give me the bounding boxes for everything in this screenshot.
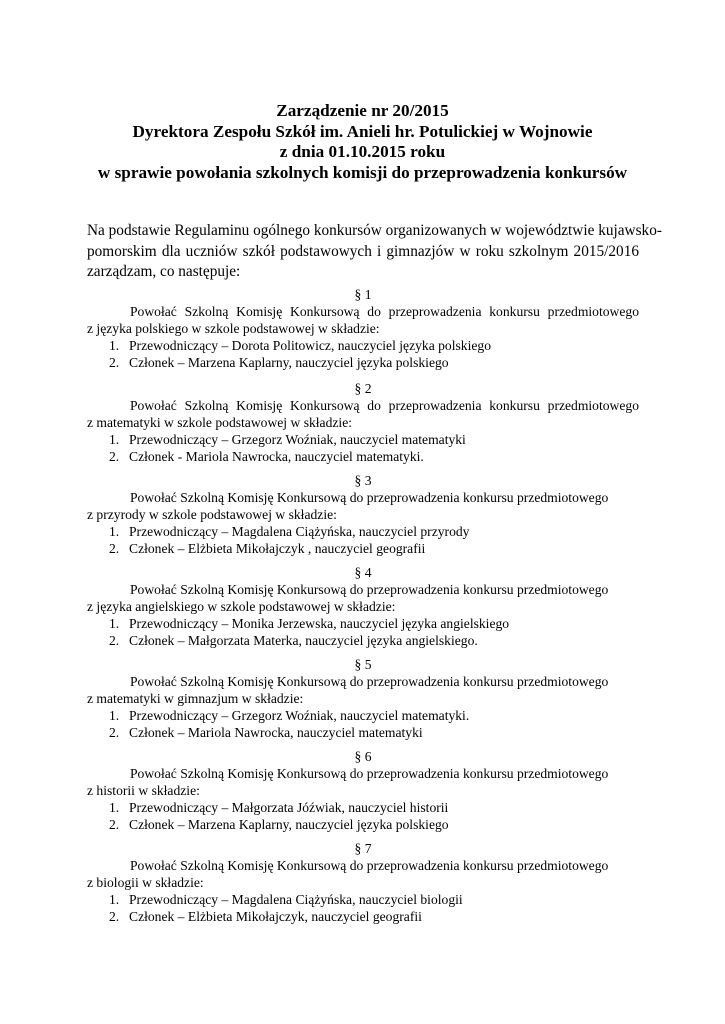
section-mark: § 4 — [354, 565, 372, 580]
section-text-line: z języka angielskiego w szkole podstawowej w składzie: — [87, 599, 396, 614]
member-item: 1. Przewodniczący – Magdalena Ciążyńska, nauczyciel przyrody — [109, 524, 470, 539]
member-item: 1. Przewodniczący – Magdalena Ciążyńska, nauczyciel biologii — [109, 892, 463, 907]
committee-members — [87, 338, 639, 372]
member-item: 1. Przewodniczący – Dorota Politowicz, nauczyciel języka polskiego — [109, 338, 491, 353]
intro-paragraph — [87, 221, 662, 283]
section-6 — [87, 749, 639, 834]
member-item: 2. Członek – Mariola Nawrocka, nauczyciel matematyki — [109, 725, 423, 740]
section-5 — [87, 657, 639, 742]
issuer: Dyrektora Zespołu Szkół im. Anieli hr. Potulickiej w Wojnowie — [132, 121, 593, 141]
section-mark: § 6 — [354, 749, 372, 764]
section-mark: § 2 — [354, 381, 372, 396]
order-number: Zarządzenie nr 20/2015 — [276, 101, 449, 120]
member-item: 2. Członek - Mariola Nawrocka, nauczyciel matematyki. — [109, 449, 424, 464]
member-item: 2. Członek – Marzena Kaplarny, nauczyciel języka polskiego — [109, 355, 449, 370]
section-text-line: z historii w składzie: — [87, 783, 200, 798]
section-text-line: Powołać Szkolną Komisję Konkursową do przeprowadzenia konkursu przedmiotowego — [130, 398, 639, 413]
section-text-line: z biologii w składzie: — [87, 875, 204, 890]
section-mark: § 1 — [354, 287, 372, 302]
section-text-line: Powołać Szkolną Komisję Konkursową do przeprowadzenia konkursu przedmiotowego — [130, 674, 609, 689]
section-text-line: Powołać Szkolną Komisję Konkursową do przeprowadzenia konkursu przedmiotowego — [130, 858, 609, 873]
member-item: 2. Członek – Małgorzata Materka, nauczyciel języka angielskiego. — [109, 633, 478, 648]
member-item: 1. Przewodniczący – Monika Jerzewska, nauczyciel języka angielskiego — [109, 616, 510, 631]
order-subject: w sprawie powołania szkolnych komisji do przeprowadzenia konkursów — [97, 162, 628, 182]
section-text-line: Powołać Szkolną Komisję Konkursową do przeprowadzenia konkursu przedmiotowego — [130, 766, 609, 781]
member-item: 1. Przewodniczący – Małgorzata Jóźwiak, nauczyciel historii — [109, 800, 449, 815]
section-4 — [87, 565, 639, 650]
committee-members — [87, 708, 639, 742]
document-header — [0, 101, 725, 183]
member-item: 2. Członek – Elżbieta Mikołajczyk, nauczyciel geografii — [109, 909, 422, 924]
section-mark: § 5 — [354, 657, 372, 672]
section-text-line: Powołać Szkolną Komisję Konkursową do przeprowadzenia konkursu przedmiotowego — [130, 490, 609, 505]
section-7 — [87, 841, 639, 926]
intro-line: zarządzam, co następuje: — [87, 263, 241, 280]
section-1 — [87, 287, 639, 372]
section-text-line: Powołać Szkolną Komisję Konkursową do przeprowadzenia konkursu przedmiotowego — [130, 582, 609, 597]
section-text-line: z matematyki w szkole podstawowej w składzie: — [87, 415, 353, 430]
order-date: z dnia 01.10.2015 roku — [279, 142, 446, 161]
section-mark: § 7 — [354, 841, 372, 856]
committee-members — [87, 892, 639, 926]
committee-members — [87, 432, 639, 466]
section-text-line: z języka polskiego w szkole podstawowej w składzie: — [87, 321, 380, 336]
section-text-line: Powołać Szkolną Komisję Konkursową do przeprowadzenia konkursu przedmiotowego — [130, 304, 639, 319]
section-text-line: z przyrody w szkole podstawowej w składzie: — [87, 507, 337, 522]
section-2 — [87, 381, 639, 466]
section-mark: § 3 — [354, 473, 372, 488]
intro-line: pomorskim dla uczniów szkół podstawowych i gimnazjów w roku szkolnym 2015/2016 — [87, 242, 639, 260]
section-text-line: z matematyki w gimnazjum w składzie: — [87, 691, 304, 706]
committee-members — [87, 616, 639, 650]
committee-members — [87, 800, 639, 834]
member-item: 2. Członek – Marzena Kaplarny, nauczyciel języka polskiego — [109, 817, 449, 832]
member-item: 2. Członek – Elżbieta Mikołajczyk , nauczyciel geografii — [109, 541, 426, 556]
member-item: 1. Przewodniczący – Grzegorz Woźniak, nauczyciel matematyki. — [109, 708, 470, 723]
intro-line: Na podstawie Regulaminu ogólnego konkursów organizowanych w województwie kujawsko- — [87, 222, 662, 239]
committee-members — [87, 524, 639, 558]
member-item: 1. Przewodniczący – Grzegorz Woźniak, nauczyciel matematyki — [109, 432, 466, 447]
section-3 — [87, 473, 639, 558]
